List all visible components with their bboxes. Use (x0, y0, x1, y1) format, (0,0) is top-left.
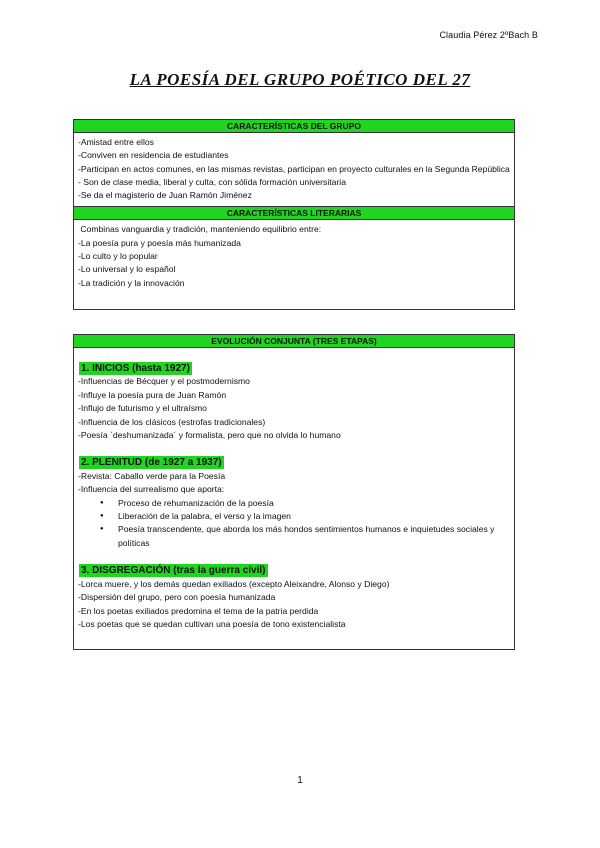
list-item: -Revista: Caballo verde para la Poesía (78, 470, 226, 481)
stage-heading: 2. PLENITUD (de 1927 a 1937) (81, 457, 222, 469)
page-title: LA POESÍA DEL GRUPO POÉTICO DEL 27 (129, 70, 471, 89)
stage-heading: 3. DISGREGACIÓN (tras la guerra civil) (81, 565, 266, 577)
list-item: -Amistad entre ellos (78, 137, 154, 147)
list-item: Combinas vanguardia y tradición, manteniendo equilibrio entre: (78, 224, 322, 235)
stage-heading: 1. INICIOS (hasta 1927) (81, 363, 190, 374)
list-item: -Los poetas que se quedan cultivan una poesía de tono existencialista (78, 618, 346, 629)
bullet-item: ● Proceso de rehumanización de la poesía (78, 497, 510, 510)
evolution-table (73, 334, 515, 650)
list-item: -Influencias de Bécquer y el postmodernismo (78, 376, 250, 387)
bullet-item: ● Liberación de la palabra, el verso y la imagen (78, 510, 510, 523)
list-item: -Poesía `deshumanizada´ y formalista, pero que no olvida lo humano (78, 430, 341, 441)
list-item: -Lorca muere, y los demás quedan exiliados (excepto Aleixandre, Alonso y Diego) (78, 578, 390, 589)
list-item: -La poesía pura y poesía más humanizada (78, 237, 241, 248)
list-item: -En los poetas exiliados predomina el tema de la patria perdida (78, 605, 319, 616)
list-item: -Lo culto y lo popular (78, 251, 158, 262)
bullet-item: ● Poesía transcendente, que aborda los más hondos sentimientos humanos e inquietudes sociales y políticas (78, 523, 510, 550)
evolution-header: EVOLUCIÓN CONJUNTA (TRES ETAPAS) (74, 335, 514, 348)
stage-plenitud (74, 456, 514, 550)
page-number: 1 (297, 775, 303, 786)
list-item: -Dispersión del grupo, pero con poesía humanizada (78, 592, 276, 603)
group-characteristics-list (74, 133, 514, 206)
literary-characteristics-list (74, 220, 514, 293)
list-item: -Se da el magisterio de Juan Ramón Jiménez (78, 190, 252, 201)
list-item: -Influencia de los clásicos (estrofas tradicionales) (78, 416, 266, 427)
literary-characteristics-header: CARACTERÍSTICAS LITERARIAS (74, 206, 514, 220)
list-item: -Conviven en residencia de estudiantes (78, 150, 229, 161)
list-item: -Lo universal y lo español (78, 264, 176, 275)
author-name: Claudia Pérez 2ºBach B (439, 30, 538, 40)
list-item: -Influjo de futurismo y el ultraísmo (78, 403, 207, 414)
list-item: -Participan en actos comunes, en las mismas revistas, participan en proyecto culturales en la Segunda República (78, 163, 510, 174)
list-item: -Influencia del surrealismo que aporta: (78, 484, 225, 495)
list-item: - Son de clase media, liberal y culta, con sólida formación universitaria (78, 176, 346, 187)
characteristics-table (73, 119, 515, 310)
list-item: -La tradición y la innovación (78, 277, 185, 288)
group-characteristics-header: CARACTERÍSTICAS DEL GRUPO (74, 120, 514, 133)
stage-disgregacion (74, 564, 514, 631)
list-item: -Influye la poesía pura de Juan Ramón (78, 389, 227, 400)
stage-inicios (74, 362, 514, 442)
